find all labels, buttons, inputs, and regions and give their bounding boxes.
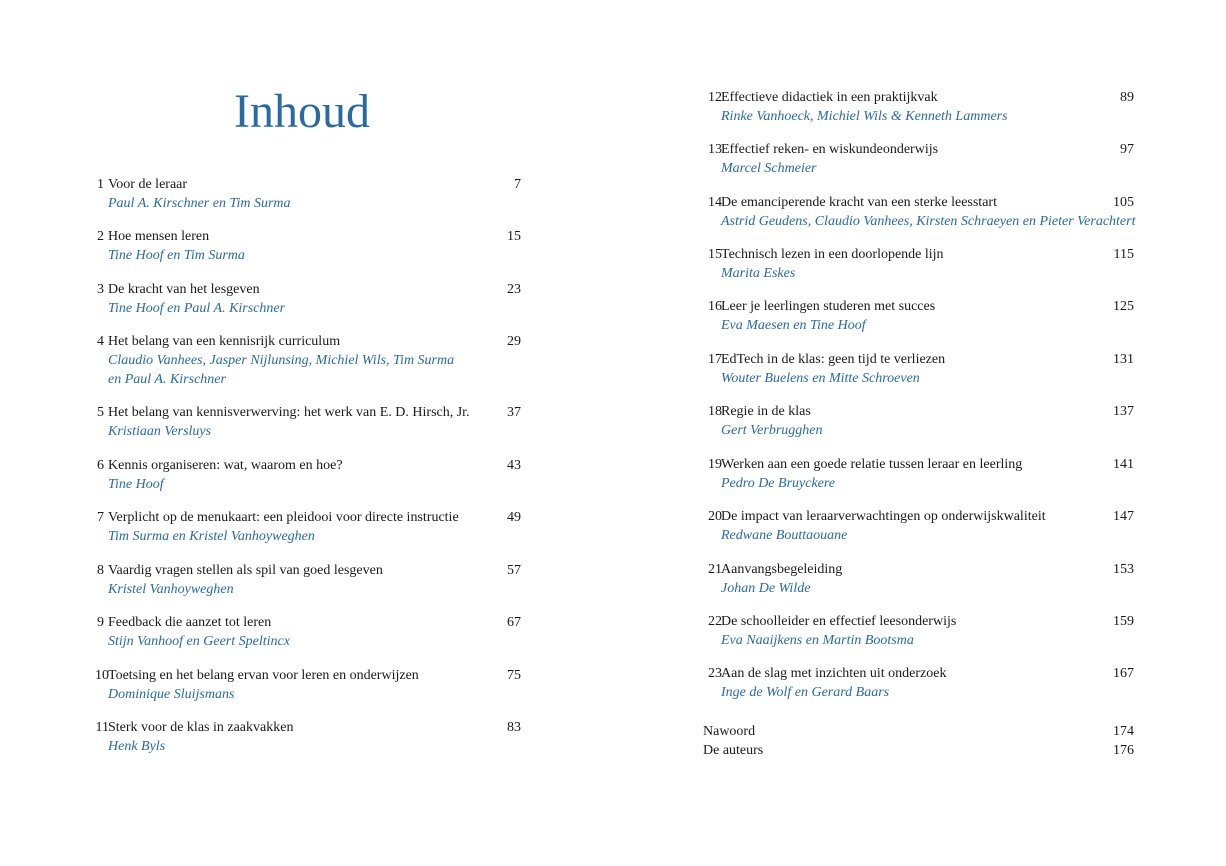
chapter-number: 17 xyxy=(708,352,722,367)
toc-entry[interactable] xyxy=(703,455,1134,493)
chapter-title: Voor de leraar xyxy=(108,177,188,192)
chapter-number: 4 xyxy=(97,334,104,349)
chapter-title: Verplicht op de menukaart: een pleidooi voor directe instructie xyxy=(108,510,459,525)
author-line: Stijn Vanhoof en Geert Speltincx xyxy=(108,634,290,649)
toc-entry-line xyxy=(703,722,1134,741)
chapter-number: 12 xyxy=(708,90,722,105)
page-number: 153 xyxy=(1113,562,1134,577)
chapter-authors xyxy=(703,474,1134,493)
chapter-number: 5 xyxy=(97,405,104,420)
toc-entry-line xyxy=(703,741,1134,760)
toc-entry-line xyxy=(90,175,521,194)
chapter-title: Toetsing en het belang ervan voor leren en onderwijzen xyxy=(108,668,419,683)
chapter-authors xyxy=(90,351,521,389)
page-number: 159 xyxy=(1113,614,1134,629)
right-page xyxy=(613,0,1226,866)
toc-entry-line xyxy=(90,561,521,580)
author-line: Kristiaan Versluys xyxy=(108,424,212,439)
toc-entry-line xyxy=(703,507,1134,526)
chapter-number: 10 xyxy=(95,668,109,683)
toc-entry[interactable] xyxy=(90,332,521,389)
toc-entry[interactable] xyxy=(90,280,521,318)
chapter-title: Vaardig vragen stellen als spil van goed lesgeven xyxy=(108,563,383,578)
chapter-title: Aanvangsbegeleiding xyxy=(721,562,843,577)
chapter-title: De emanciperende kracht van een sterke leesstart xyxy=(721,195,997,210)
chapter-title: Feedback die aanzet tot leren xyxy=(108,615,272,630)
chapter-authors xyxy=(90,527,521,546)
page-number: 131 xyxy=(1113,352,1134,367)
page-number: 15 xyxy=(507,229,521,244)
toc-entry[interactable] xyxy=(703,402,1134,440)
chapter-authors xyxy=(703,683,1134,702)
toc-entry-line xyxy=(703,664,1134,683)
page-number: 125 xyxy=(1113,299,1134,314)
toc-entry-line xyxy=(90,280,521,299)
chapter-authors xyxy=(703,159,1134,178)
toc-entry-line xyxy=(703,297,1134,316)
chapter-authors xyxy=(703,526,1134,545)
author-line: Dominique Sluijsmans xyxy=(108,687,235,702)
chapter-title: Hoe mensen leren xyxy=(108,229,210,244)
page-number: 115 xyxy=(1113,247,1134,262)
toc-entry[interactable] xyxy=(703,741,1134,760)
page-number: 37 xyxy=(507,405,521,420)
chapter-title: Leer je leerlingen studeren met succes xyxy=(721,299,936,314)
author-line: Inge de Wolf en Gerard Baars xyxy=(721,685,890,700)
chapter-number: 22 xyxy=(708,614,722,629)
author-line: Kristel Vanhoyweghen xyxy=(108,582,234,597)
toc-entry[interactable] xyxy=(703,350,1134,388)
toc-entry-line xyxy=(703,88,1134,107)
toc-entry-line xyxy=(90,718,521,737)
toc-entry[interactable] xyxy=(90,227,521,265)
toc-entry-line xyxy=(703,612,1134,631)
author-line: Gert Verbrugghen xyxy=(721,423,823,438)
toc-entry[interactable] xyxy=(90,561,521,599)
author-line: Pedro De Bruyckere xyxy=(721,476,836,491)
toc-entry[interactable] xyxy=(703,297,1134,335)
toc-entry[interactable] xyxy=(90,175,521,213)
page-number: 147 xyxy=(1113,509,1134,524)
chapter-authors xyxy=(703,212,1134,231)
toc-entry-line xyxy=(90,227,521,246)
toc-entry-line xyxy=(90,456,521,475)
chapter-authors xyxy=(703,369,1134,388)
toc-entry-line xyxy=(703,350,1134,369)
toc-entry-line xyxy=(703,140,1134,159)
page-number: 105 xyxy=(1113,195,1134,210)
chapter-number: 3 xyxy=(97,282,104,297)
author-line: Tine Hoof en Paul A. Kirschner xyxy=(108,301,286,316)
chapter-authors xyxy=(90,194,521,213)
chapter-authors xyxy=(90,422,521,441)
chapter-number: 8 xyxy=(97,563,104,578)
toc-entry[interactable] xyxy=(703,722,1134,741)
section-title: Nawoord xyxy=(703,724,756,739)
page-number: 174 xyxy=(1113,724,1134,739)
author-line: Henk Byls xyxy=(108,739,166,754)
author-line: Tine Hoof en Tim Surma xyxy=(108,248,245,263)
author-line: Tim Surma en Kristel Vanhoyweghen xyxy=(108,529,315,544)
toc-entry[interactable] xyxy=(703,140,1134,178)
toc-entry-line xyxy=(90,613,521,632)
author-line: Rinke Vanhoeck, Michiel Wils & Kenneth Lammers xyxy=(721,109,1008,124)
toc-entry[interactable] xyxy=(703,193,1134,231)
toc-entry[interactable] xyxy=(90,403,521,441)
page-number: 83 xyxy=(507,720,521,735)
page-number: 141 xyxy=(1113,457,1134,472)
page-number: 137 xyxy=(1113,404,1134,419)
chapter-authors xyxy=(90,246,521,265)
page-number: 43 xyxy=(507,458,521,473)
author-line: en Paul A. Kirschner xyxy=(108,372,226,387)
chapter-authors xyxy=(703,107,1134,126)
chapter-title: De schoolleider en effectief leesonderwijs xyxy=(721,614,957,629)
toc-entry-line xyxy=(703,402,1134,421)
page-number: 49 xyxy=(507,510,521,525)
author-line: Marcel Schmeier xyxy=(721,161,817,176)
chapter-number: 23 xyxy=(708,666,722,681)
chapter-number: 13 xyxy=(708,142,722,157)
toc-entry[interactable] xyxy=(90,718,521,756)
chapter-number: 6 xyxy=(97,458,104,473)
author-line: Claudio Vanhees, Jasper Nijlunsing, Michiel Wils, Tim Surma xyxy=(108,353,455,368)
toc-entry[interactable] xyxy=(703,664,1134,702)
author-line: Johan De Wilde xyxy=(721,581,811,596)
chapter-title: Effectief reken- en wiskundeonderwijs xyxy=(721,142,939,157)
chapter-authors xyxy=(90,299,521,318)
toc-entry[interactable] xyxy=(703,245,1134,283)
page-number: 23 xyxy=(507,282,521,297)
page-number: 176 xyxy=(1113,743,1134,758)
chapter-number: 9 xyxy=(97,615,104,630)
chapter-title: Het belang van kennisverwerving: het werk van E. D. Hirsch, Jr. xyxy=(108,405,470,420)
toc-entry[interactable] xyxy=(90,613,521,651)
chapter-title: Technisch lezen in een doorlopende lijn xyxy=(721,247,944,262)
chapter-number: 1 xyxy=(97,177,104,192)
chapter-title: De impact van leraarverwachtingen op onderwijskwaliteit xyxy=(721,509,1046,524)
page-number: 7 xyxy=(514,177,521,192)
toc-entry-line xyxy=(703,245,1134,264)
chapter-title: Kennis organiseren: wat, waarom en hoe? xyxy=(108,458,343,473)
chapter-title: Aan de slag met inzichten uit onderzoek xyxy=(721,666,947,681)
chapter-title: De kracht van het lesgeven xyxy=(108,282,260,297)
chapter-number: 15 xyxy=(708,247,722,262)
page-number: 167 xyxy=(1113,666,1134,681)
author-line: Tine Hoof xyxy=(108,477,164,492)
chapter-authors xyxy=(703,421,1134,440)
author-line: Eva Maesen en Tine Hoof xyxy=(721,318,866,333)
toc-entry-line xyxy=(90,508,521,527)
page-number: 75 xyxy=(507,668,521,683)
chapter-authors xyxy=(703,631,1134,650)
page-number: 89 xyxy=(1120,90,1134,105)
toc-entry[interactable] xyxy=(90,508,521,546)
chapter-number: 11 xyxy=(95,720,109,735)
toc-entry-line xyxy=(90,666,521,685)
toc-entry-line xyxy=(703,560,1134,579)
chapter-authors xyxy=(703,316,1134,335)
toc-entry[interactable] xyxy=(90,666,521,704)
page-number: 57 xyxy=(507,563,521,578)
toc-entry-line xyxy=(703,193,1134,212)
chapter-title: Sterk voor de klas in zaakvakken xyxy=(108,720,294,735)
chapter-title: Werken aan een goede relatie tussen leraar en leerling xyxy=(721,457,1023,472)
chapter-authors xyxy=(703,264,1134,283)
page-number: 67 xyxy=(507,615,521,630)
toc-entry[interactable] xyxy=(90,456,521,494)
page-number: 29 xyxy=(507,334,521,349)
chapter-authors xyxy=(703,579,1134,598)
chapter-title: EdTech in de klas: geen tijd te verliezen xyxy=(721,352,946,367)
section-title: De auteurs xyxy=(703,743,764,758)
author-line: Marita Eskes xyxy=(721,266,796,281)
chapter-title: Effectieve didactiek in een praktijkvak xyxy=(721,90,938,105)
chapter-number: 20 xyxy=(708,509,722,524)
toc-entry[interactable] xyxy=(703,507,1134,545)
toc-entry-line xyxy=(90,332,521,351)
page-number: 97 xyxy=(1120,142,1134,157)
chapter-title: Regie in de klas xyxy=(721,404,811,419)
author-line: Eva Naaijkens en Martin Bootsma xyxy=(721,633,914,648)
chapter-number: 21 xyxy=(708,562,722,577)
chapter-number: 7 xyxy=(97,510,104,525)
chapter-title: Het belang van een kennisrijk curriculum xyxy=(108,334,341,349)
chapter-authors xyxy=(90,580,521,599)
toc-entry[interactable] xyxy=(703,560,1134,598)
chapter-authors xyxy=(90,632,521,651)
chapter-authors xyxy=(90,475,521,494)
chapter-number: 14 xyxy=(708,195,722,210)
chapter-number: 16 xyxy=(708,299,722,314)
chapter-number: 19 xyxy=(708,457,722,472)
toc-entry[interactable] xyxy=(703,88,1134,126)
chapter-number: 2 xyxy=(97,229,104,244)
author-line: Astrid Geudens, Claudio Vanhees, Kirsten Schraeyen en Pieter Verachtert xyxy=(721,214,1136,229)
author-line: Redwane Bouttaouane xyxy=(721,528,848,543)
toc-entry[interactable] xyxy=(703,612,1134,650)
toc-entry-line xyxy=(90,403,521,422)
chapter-authors xyxy=(90,685,521,704)
toc-entry-line xyxy=(703,455,1134,474)
author-line: Paul A. Kirschner en Tim Surma xyxy=(108,196,291,211)
page-title: Inhoud xyxy=(234,85,370,138)
author-line: Wouter Buelens en Mitte Schroeven xyxy=(721,371,920,386)
chapter-authors xyxy=(90,737,521,756)
chapter-number: 18 xyxy=(708,404,722,419)
